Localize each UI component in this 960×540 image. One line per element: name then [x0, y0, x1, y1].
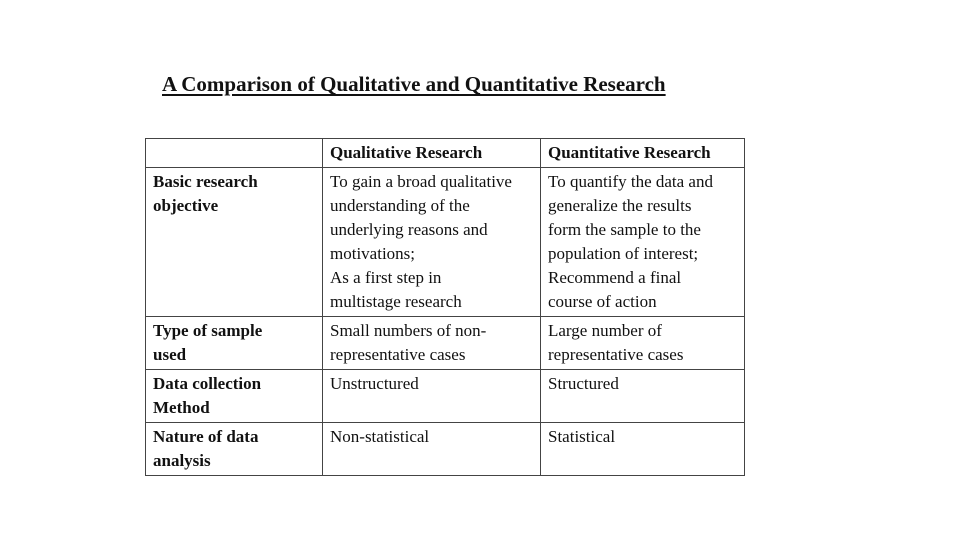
table-row	[146, 370, 745, 423]
cell-line: generalize the results	[548, 196, 692, 215]
cell-line: Statistical	[548, 427, 616, 446]
cell-line: underlying reasons and	[330, 220, 488, 239]
row-label-cell	[146, 370, 323, 423]
row-label-line: Nature of data	[153, 427, 259, 446]
cell-line: Recommend a final	[548, 268, 682, 287]
quantitative-cell	[541, 370, 745, 423]
quantitative-cell	[541, 423, 745, 476]
header-cell-qualitative: Qualitative Research	[323, 139, 541, 168]
row-label-cell	[146, 168, 323, 317]
cell-line: Small numbers of non-	[330, 321, 487, 340]
qualitative-cell	[323, 317, 541, 370]
table-row	[146, 317, 745, 370]
cell-line: To gain a broad qualitative	[330, 172, 512, 191]
quantitative-cell	[541, 317, 745, 370]
row-label-line: used	[153, 345, 187, 364]
row-label-line: Basic research	[153, 172, 258, 191]
qualitative-cell	[323, 168, 541, 317]
cell-line: representative cases	[548, 345, 684, 364]
row-label-line: objective	[153, 196, 219, 215]
page-title: A Comparison of Qualitative and Quantitative Research	[162, 72, 666, 96]
qualitative-cell	[323, 423, 541, 476]
cell-line: form the sample to the	[548, 220, 701, 239]
table-row	[146, 423, 745, 476]
cell-line: understanding of the	[330, 196, 470, 215]
cell-line: To quantify the data and	[548, 172, 713, 191]
row-label-cell	[146, 423, 323, 476]
cell-line: representative cases	[330, 345, 466, 364]
cell-line: Structured	[548, 374, 619, 393]
cell-line: population of interest;	[548, 244, 699, 263]
cell-line: multistage research	[330, 292, 462, 311]
header-cell-empty	[146, 139, 323, 168]
cell-line: Unstructured	[330, 374, 419, 393]
table-row	[146, 168, 745, 317]
row-label-line: analysis	[153, 451, 211, 470]
cell-line: Large number of	[548, 321, 662, 340]
cell-line: course of action	[548, 292, 657, 311]
row-label-line: Method	[153, 398, 210, 417]
quantitative-cell	[541, 168, 745, 317]
cell-line: As a first step in	[330, 268, 442, 287]
comparison-table	[145, 138, 745, 476]
row-label-cell	[146, 317, 323, 370]
row-label-line: Type of sample	[153, 321, 263, 340]
row-label-line: Data collection	[153, 374, 262, 393]
cell-line: Non-statistical	[330, 427, 430, 446]
header-cell-quantitative: Quantitative Research	[541, 139, 745, 168]
table-header-row	[146, 139, 745, 168]
cell-line: motivations;	[330, 244, 415, 263]
qualitative-cell	[323, 370, 541, 423]
